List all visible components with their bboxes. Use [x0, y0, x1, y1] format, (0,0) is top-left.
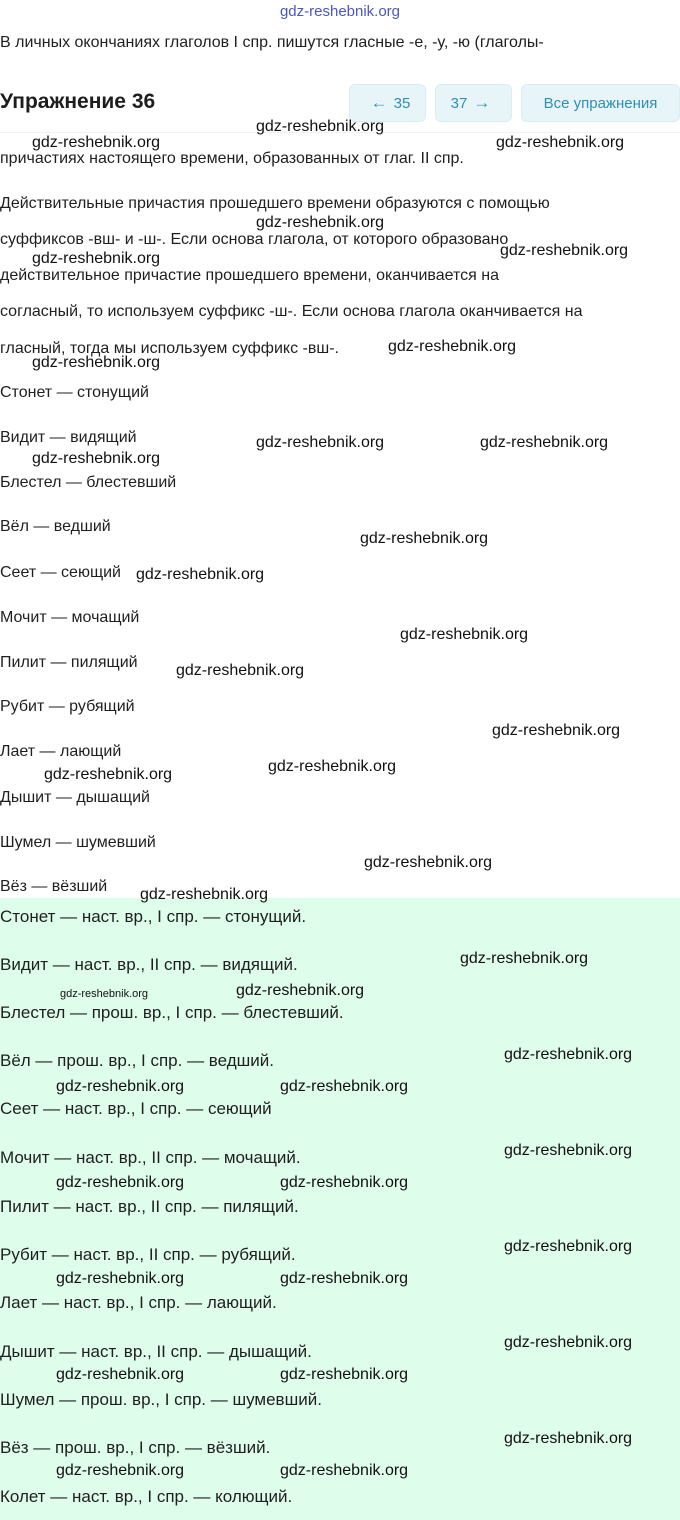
- watermark: gdz-reshebnik.org: [496, 134, 625, 151]
- watermark: gdz-reshebnik.org: [32, 354, 161, 371]
- answer-line: Колет — наст. вр., I спр. — колющий.: [0, 1487, 293, 1506]
- watermark: gdz-reshebnik.org: [60, 988, 149, 1000]
- theory-line: Действительные причастия прошедшего времени образуются с помощью: [0, 195, 550, 212]
- watermark: gdz-reshebnik.org: [56, 1366, 185, 1383]
- arrow-right-icon: →: [473, 93, 491, 112]
- watermark: gdz-reshebnik.org: [44, 766, 173, 783]
- watermark: gdz-reshebnik.org: [56, 1078, 185, 1095]
- watermark: gdz-reshebnik.org: [56, 1270, 185, 1287]
- answer-line: Сеет — наст. вр., I спр. — сеющий: [0, 1099, 272, 1118]
- watermark: gdz-reshebnik.org: [280, 1078, 409, 1095]
- watermark: gdz-reshebnik.org: [32, 134, 161, 151]
- answer-line: Вёз — прош. вр., I спр. — вёзший.: [0, 1438, 271, 1457]
- theory-line: согласный, то используем суффикс -ш-. Если основа глагола оканчивается на: [0, 303, 583, 320]
- page-title: Упражнение 36: [0, 90, 156, 113]
- example-item: Дышит — дышащий: [0, 789, 150, 806]
- watermark: gdz-reshebnik.org: [504, 1334, 633, 1351]
- intro-text: В личных окончаниях глаголов I спр. пишутся гласные -е, -у, -ю (глаголы-: [0, 34, 544, 51]
- answer-line: Пилит — наст. вр., II спр. — пилящий.: [0, 1197, 299, 1216]
- prev-exercise-label: 35: [393, 94, 411, 112]
- example-item: Мочит — мочащий: [0, 609, 140, 626]
- answer-line: Дышит — наст. вр., II спр. — дышащий.: [0, 1342, 312, 1361]
- watermark: gdz-reshebnik.org: [280, 1270, 409, 1287]
- example-item: Пилит — пилящий: [0, 654, 138, 671]
- watermark: gdz-reshebnik.org: [504, 1046, 633, 1063]
- theory-line: действительное причастие прошедшего времени, оканчивается на: [0, 267, 499, 284]
- watermark: gdz-reshebnik.org: [176, 662, 305, 679]
- watermark: gdz-reshebnik.org: [280, 1462, 409, 1479]
- watermark: gdz-reshebnik.org: [500, 242, 629, 259]
- theory-line: гласный, тогда мы используем суффикс -вш-.: [0, 340, 339, 357]
- watermark: gdz-reshebnik.org: [140, 886, 269, 903]
- next-exercise-label: 37: [450, 94, 468, 112]
- watermark: gdz-reshebnik.org: [136, 566, 265, 583]
- theory-line: суффиксов -вш- и -ш-. Если основа глагола, от которого образовано: [0, 231, 509, 248]
- answer-line: Видит — наст. вр., II спр. — видящий.: [0, 955, 298, 974]
- all-exercises-button[interactable]: Все упражнения: [521, 84, 680, 122]
- watermark: gdz-reshebnik.org: [280, 1366, 409, 1383]
- example-item: Лает — лающий: [0, 743, 122, 760]
- watermark: gdz-reshebnik.org: [364, 854, 493, 871]
- example-item: Вёл — ведший: [0, 518, 111, 535]
- watermark: gdz-reshebnik.org: [256, 214, 385, 231]
- watermark: gdz-reshebnik.org: [388, 338, 517, 355]
- answer-line: Лает — наст. вр., I спр. — лающий.: [0, 1293, 277, 1312]
- watermark: gdz-reshebnik.org: [236, 982, 365, 999]
- answer-line: Шумел — прош. вр., I спр. — шумевший.: [0, 1390, 322, 1409]
- example-item: Видит — видящий: [0, 429, 137, 446]
- site-mark: gdz-reshebnik.org: [279, 3, 401, 20]
- answer-line: Блестел — прош. вр., I спр. — блестевший.: [0, 1003, 344, 1022]
- watermark: gdz-reshebnik.org: [504, 1142, 633, 1159]
- example-item: Рубит — рубящий: [0, 698, 135, 715]
- example-item: Сеет — сеющий: [0, 564, 121, 581]
- watermark: gdz-reshebnik.org: [268, 758, 397, 775]
- example-item: Блестел — блестевший: [0, 474, 177, 491]
- next-exercise-button[interactable]: [435, 84, 512, 122]
- watermark: gdz-reshebnik.org: [400, 626, 529, 643]
- arrow-left-icon: ←: [370, 93, 388, 112]
- answer-line: Вёл — прош. вр., I спр. — ведший.: [0, 1051, 274, 1070]
- watermark: gdz-reshebnik.org: [480, 434, 609, 451]
- watermark: gdz-reshebnik.org: [504, 1430, 633, 1447]
- watermark: gdz-reshebnik.org: [460, 950, 589, 967]
- watermark: gdz-reshebnik.org: [256, 434, 385, 451]
- answer-line: Стонет — наст. вр., I спр. — стонущий.: [0, 907, 307, 926]
- watermark: gdz-reshebnik.org: [56, 1174, 185, 1191]
- example-item: Вёз — вёзший: [0, 878, 108, 895]
- theory-line: причастиях настоящего времени, образованных от глаг. II спр.: [0, 150, 464, 167]
- watermark: gdz-reshebnik.org: [360, 530, 489, 547]
- answer-line: Рубит — наст. вр., II спр. — рубящий.: [0, 1245, 296, 1264]
- watermark: gdz-reshebnik.org: [56, 1462, 185, 1479]
- watermark: gdz-reshebnik.org: [256, 118, 385, 135]
- watermark: gdz-reshebnik.org: [32, 250, 161, 267]
- watermark: gdz-reshebnik.org: [492, 722, 621, 739]
- answer-line: Мочит — наст. вр., II спр. — мочащий.: [0, 1148, 301, 1167]
- watermark: gdz-reshebnik.org: [504, 1238, 633, 1255]
- watermark: gdz-reshebnik.org: [280, 1174, 409, 1191]
- prev-exercise-button[interactable]: [349, 84, 426, 122]
- example-item: Шумел — шумевший: [0, 834, 156, 851]
- watermark: gdz-reshebnik.org: [32, 450, 161, 467]
- example-item: Стонет — стонущий: [0, 384, 149, 401]
